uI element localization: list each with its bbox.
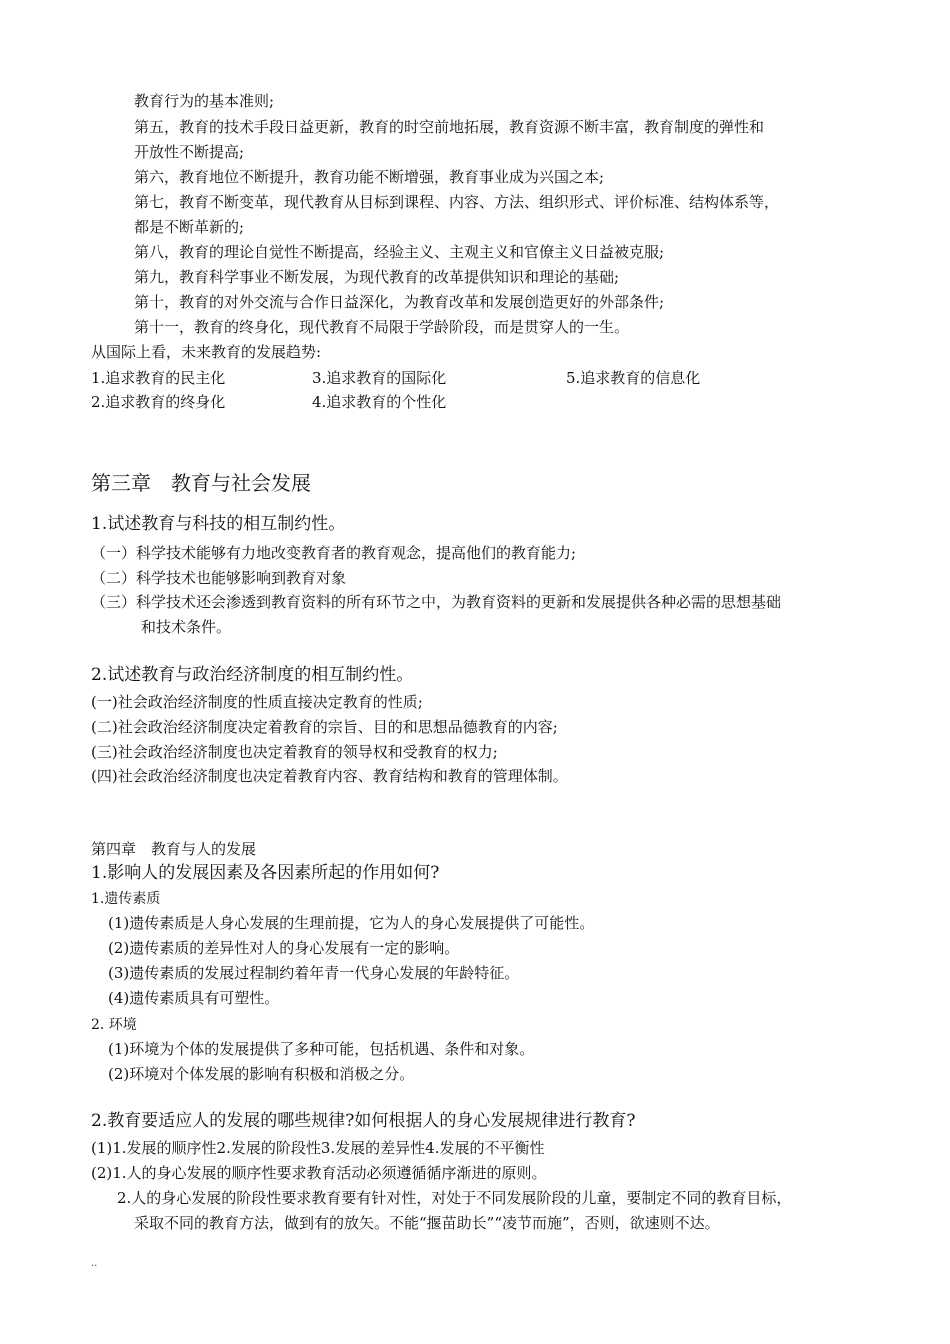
- answer-line: (3)遗传素质的发展过程制约着年青一代身心发展的年龄特征。: [108, 964, 520, 982]
- trend-item: 5.追求教育的信息化: [566, 369, 701, 387]
- answer-line: 和技术条件。: [141, 618, 232, 636]
- answer-line: (四)社会政治经济制度也决定着教育内容、教育结构和教育的管理体制。: [91, 767, 568, 785]
- paragraph-line: 教育行为的基本准则;: [134, 92, 275, 110]
- answer-line: 采取不同的教育方法，做到有的放矢。不能“揠苗助长”“凌节而施”，否则，欲速则不达。: [134, 1214, 720, 1232]
- question-title: 1.影响人的发展因素及各因素所起的作用如何?: [91, 863, 440, 883]
- answer-line: (1)环境为个体的发展提供了多种可能，包括机遇、条件和对象。: [108, 1040, 535, 1058]
- chapter-3-title: 第三章 教育与社会发展: [91, 471, 311, 495]
- answer-line: (三)社会政治经济制度也决定着教育的领导权和受教育的权力;: [91, 743, 498, 761]
- footer-mark: ..: [91, 1258, 98, 1269]
- answer-line: (2)环境对个体发展的影响有积极和消极之分。: [108, 1065, 415, 1083]
- intl-trends-intro: 从国际上看，未来教育的发展趋势:: [91, 343, 322, 361]
- subsection-title: 1.遗传素质: [91, 891, 161, 907]
- answer-line: (2)遗传素质的差异性对人的身心发展有一定的影响。: [108, 939, 460, 957]
- question-title: 2.试述教育与政治经济制度的相互制约性。: [91, 665, 414, 685]
- answer-line: 2.人的身心发展的阶段性要求教育要有针对性，对处于不同发展阶段的儿童，要制定不同的教育目标，: [117, 1189, 792, 1207]
- subsection-title: 2. 环境: [91, 1017, 137, 1033]
- paragraph-line: 都是不断革新的;: [134, 218, 245, 236]
- answer-line: (二)社会政治经济制度决定着教育的宗旨、目的和思想品德教育的内容;: [91, 718, 558, 736]
- paragraph-line: 第九，教育科学事业不断发展，为现代教育的改革提供知识和理论的基础;: [134, 268, 620, 286]
- answer-line: (1)1.发展的顺序性2.发展的阶段性3.发展的差异性4.发展的不平衡性: [91, 1139, 545, 1157]
- trend-item: 1.追求教育的民主化: [91, 369, 226, 387]
- question-title: 1.试述教育与科技的相互制约性。: [91, 514, 346, 534]
- paragraph-line: 第五，教育的技术手段日益更新，教育的时空前地拓展，教育资源不断丰富，教育制度的弹性和: [134, 118, 765, 136]
- chapter-4-title: 第四章 教育与人的发展: [91, 840, 257, 858]
- trend-item: 3.追求教育的国际化: [312, 369, 447, 387]
- answer-line: (一)社会政治经济制度的性质直接决定教育的性质;: [91, 693, 423, 711]
- paragraph-line: 开放性不断提高;: [134, 143, 245, 161]
- answer-line: (2)1.人的身心发展的顺序性要求教育活动必须遵循循序渐进的原则。: [91, 1164, 547, 1182]
- paragraph-line: 第七，教育不断变革，现代教育从目标到课程、内容、方法、组织形式、评价标准、结构体系等，: [134, 193, 780, 211]
- answer-line: (1)遗传素质是人身心发展的生理前提，它为人的身心发展提供了可能性。: [108, 914, 595, 932]
- answer-line: （一）科学技术能够有力地改变教育者的教育观念，提高他们的教育能力;: [91, 544, 577, 562]
- paragraph-line: 第十，教育的对外交流与合作日益深化，为教育改革和发展创造更好的外部条件;: [134, 293, 665, 311]
- question-title: 2.教育要适应人的发展的哪些规律?如何根据人的身心发展规律进行教育?: [91, 1111, 636, 1131]
- answer-line: （三）科学技术还会渗透到教育资料的所有环节之中，为教育资料的更新和发展提供各种必需的思想基础: [91, 593, 782, 611]
- trend-item: 4.追求教育的个性化: [312, 393, 447, 411]
- trend-item: 2.追求教育的终身化: [91, 393, 226, 411]
- paragraph-line: 第六，教育地位不断提升，教育功能不断增强，教育事业成为兴国之本;: [134, 168, 605, 186]
- paragraph-line: 第十一，教育的终身化，现代教育不局限于学龄阶段，而是贯穿人的一生。: [134, 318, 630, 336]
- answer-line: (4)遗传素质具有可塑性。: [108, 989, 280, 1007]
- paragraph-line: 第八，教育的理论自觉性不断提高，经验主义、主观主义和官僚主义日益被克服;: [134, 243, 665, 261]
- answer-line: （二）科学技术也能够影响到教育对象: [91, 569, 347, 587]
